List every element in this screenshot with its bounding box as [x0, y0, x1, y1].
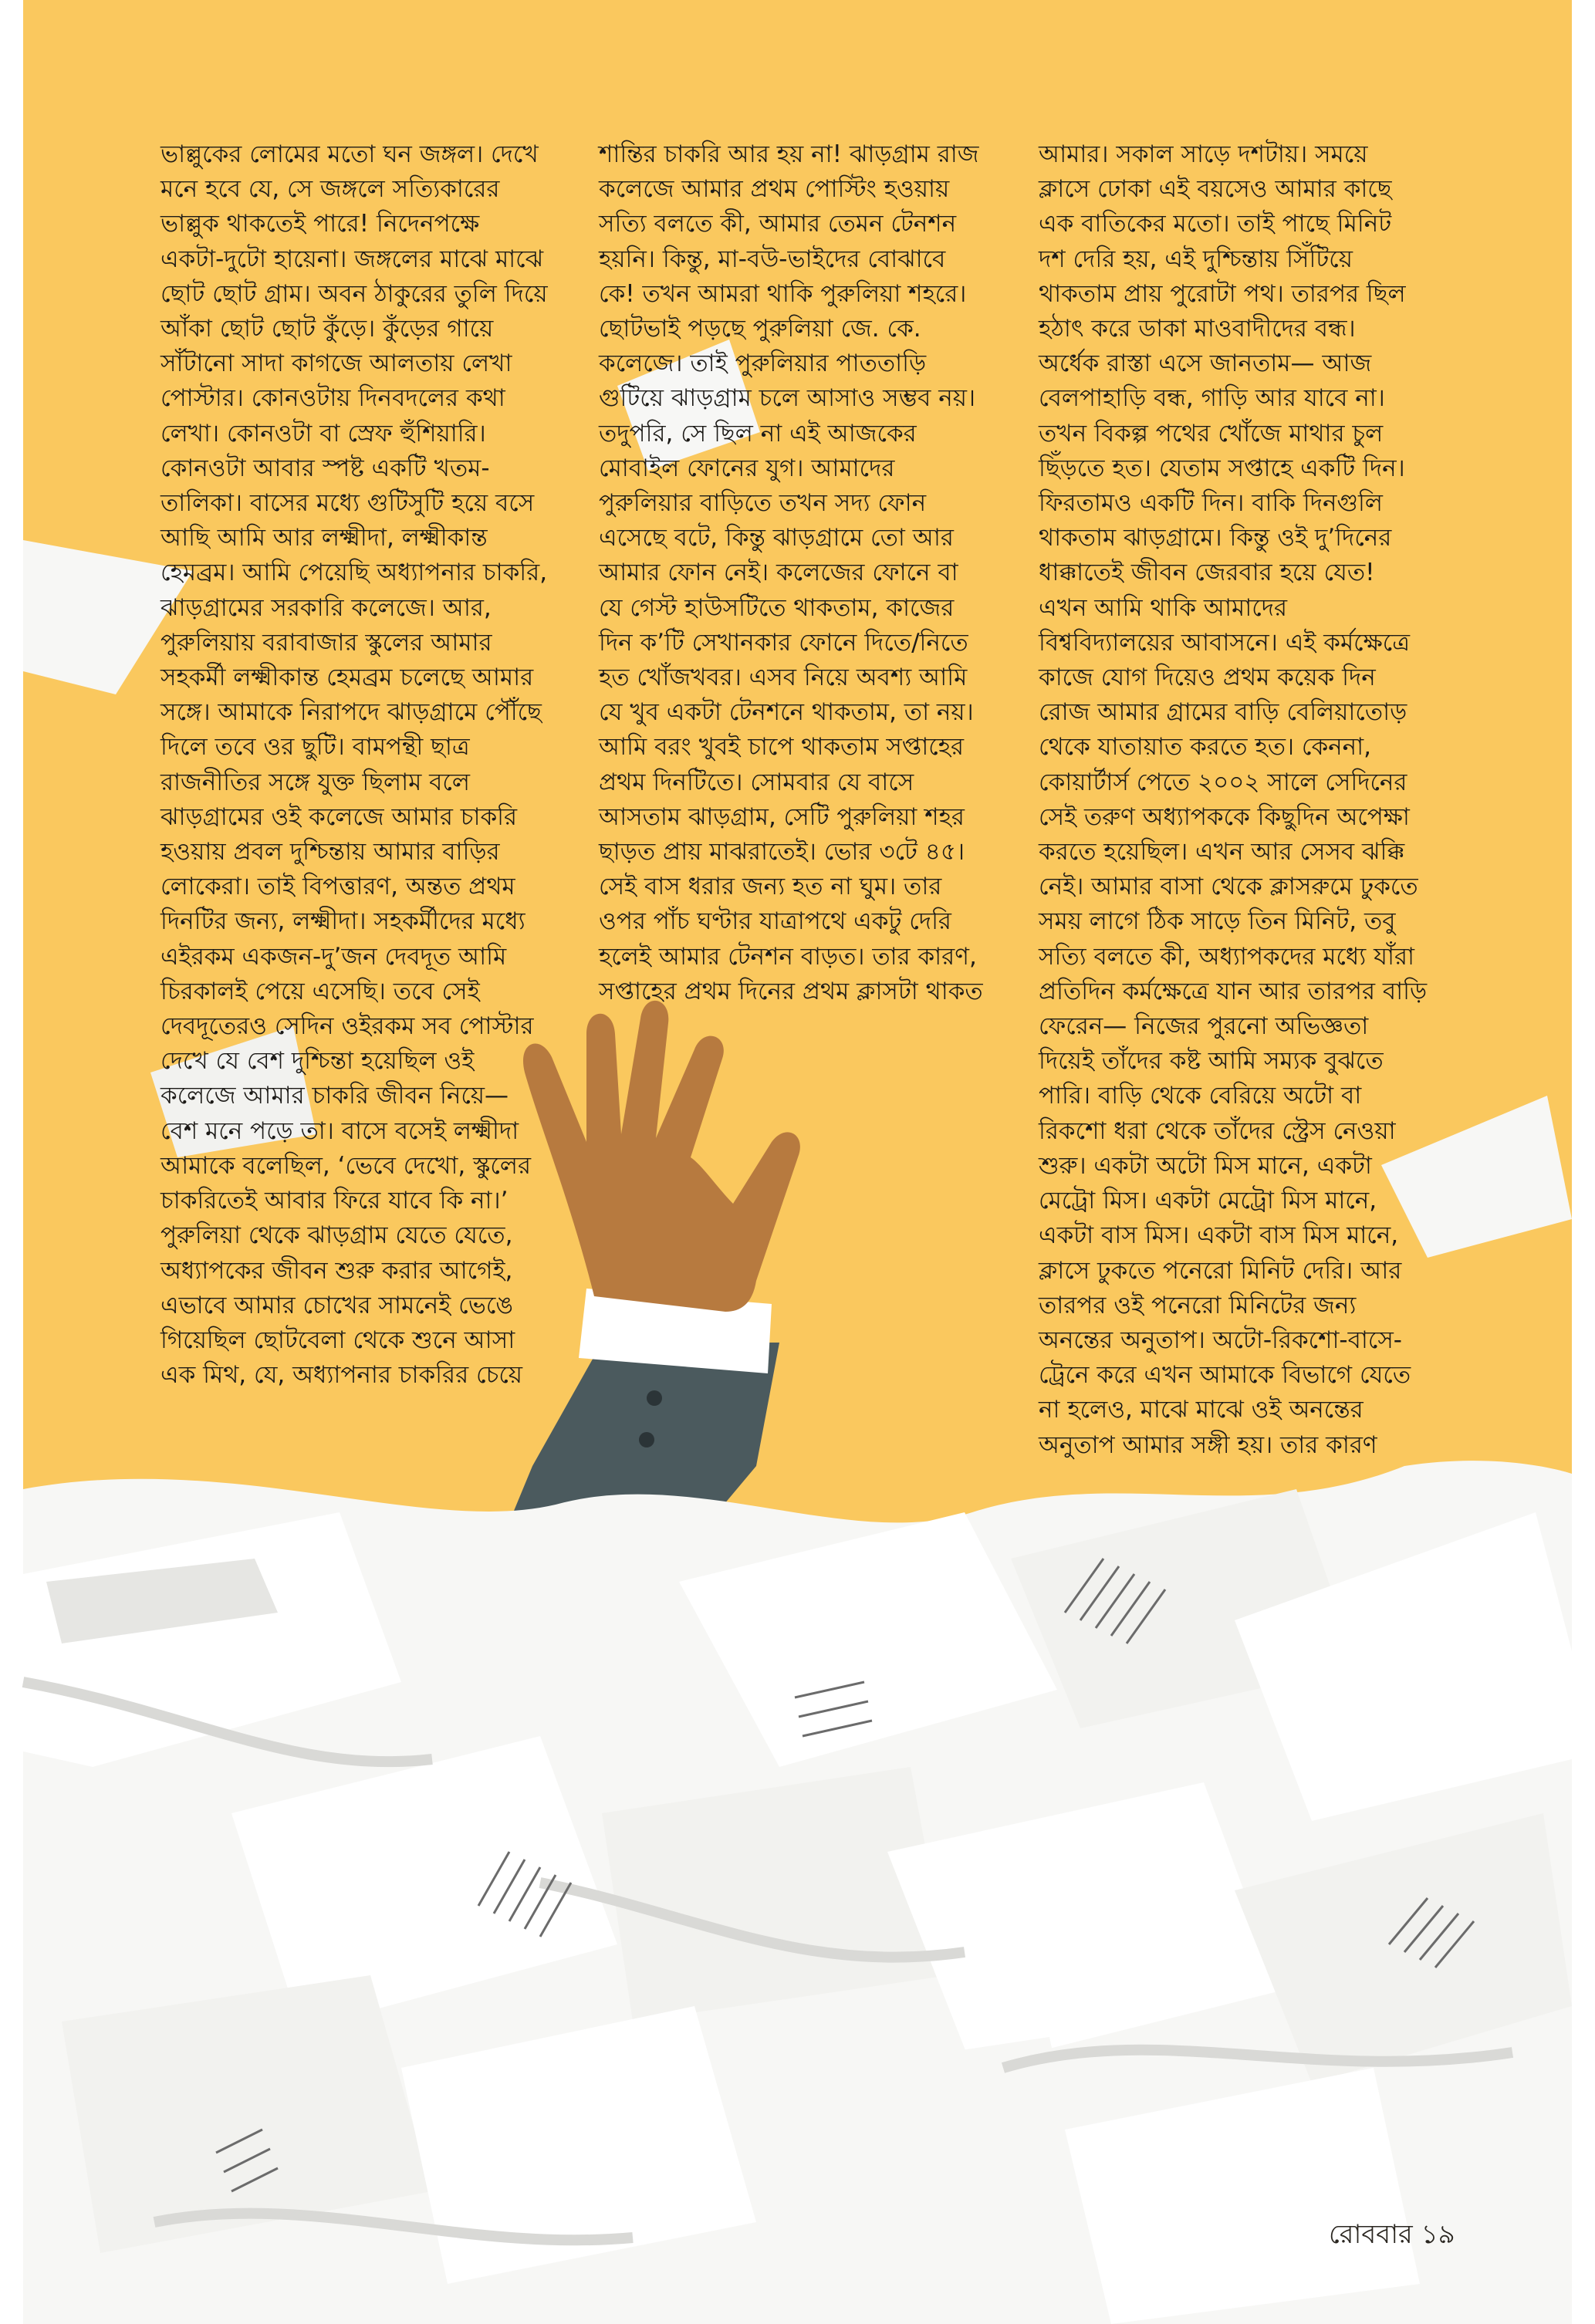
- article-column-2: শান্তির চাকরি আর হয় না! ঝাড়গ্রাম রাজ কলেজে আমার প্রথম পোস্টিং হওয়ায় সত্যি বলতে কী, আমার তেমন টেনশন হয়নি। কিন্তু, মা-বউ-ভাইদের বোঝাবে কে! তখন আমরা থাকি পুরুলিয়া শহরে। ছোটভাই পড়ছে পুরুলিয়া জে. কে. কলেজে। তাই পুরুলিয়ার পাততাড়ি গুটিয়ে ঝাড়গ্রাম চলে আসাও সম্ভব নয়। তদুপরি, সে ছিল না এই আজকের মোবাইল ফোনের যুগ। আমাদের পুরুলিয়ার বাড়িতে তখন সদ্য ফোন এসেছে বটে, কিন্তু ঝাড়গ্রামে তো আর আমার ফোন নেই। কলেজের ফোনে বা যে গেস্ট হাউসটিতে থাকতাম, কাজের দিন ক’টি সেখানকার ফোনে দিতে/নিতে হত খোঁজখবর। এসব নিয়ে অবশ্য আমি যে খুব একটা টেনশনে থাকতাম, তা নয়। আমি বরং খুবই চাপে থাকতাম সপ্তাহের প্রথম দিনটিতে। সোমবার যে বাসে আসতাম ঝাড়গ্রাম, সেটি পুরুলিয়া শহর ছাড়ত প্রায় মাঝরাতেই। ভোর ৩টে ৪৫। সেই বাস ধরার জন্য হত না ঘুম। তার ওপর পাঁচ ঘণ্টার যাত্রাপথে একটু দেরি হলেই আমার টেনশন বাড়ত। তার কারণ, সপ্তাহের প্রথম দিনের প্রথম ক্লাসটা থাকত: [599, 140, 983, 1005]
- article-column-1: ভাল্লুকের লোমের মতো ঘন জঙ্গল। দেখে মনে হবে যে, সে জঙ্গলে সত্যিকারের ভাল্লুক থাকতেই পারে! নিদেনপক্ষে একটা-দুটো হায়েনা। জঙ্গলের মাঝে মাঝে ছোট ছোট গ্রাম। অবন ঠাকুরের তুলি দিয়ে আঁকা ছোট ছোট কুঁড়ে। কুঁড়ের গায়ে সাঁটানো সাদা কাগজে আলতায় লেখা পোস্টার। কোনওটায় দিনবদলের কথা লেখা। কোনওটা বা স্রেফ হুঁশিয়ারি। কোনওটা আবার স্পষ্ট একটি খতম- তালিকা। বাসের মধ্যে গুটিসুটি হয়ে বসে আছি আমি আর লক্ষ্মীদা, লক্ষ্মীকান্ত হেমব্রম। আমি পেয়েছি অধ্যাপনার চাকরি, ঝাড়গ্রামের সরকারি কলেজে। আর, পুরুলিয়ায় বরাবাজার স্কুলের আমার সহকর্মী লক্ষ্মীকান্ত হেমব্রম চলেছে আমার সঙ্গে। আমাকে নিরাপদে ঝাড়গ্রামে পৌঁছে দিলে তবে ওর ছুটি। বামপন্থী ছাত্র রাজনীতির সঙ্গে যুক্ত ছিলাম বলে ঝাড়গ্রামের ওই কলেজে আমার চাকরি হওয়ায় প্রবল দুশ্চিন্তায় আমার বাড়ির লোকেরা। তাই বিপত্তারণ, অন্তত প্রথম দিনটির জন্য, লক্ষ্মীদা। সহকর্মীদের মধ্যে এইরকম একজন-দু’জন দেবদূত আমি চিরকালই পেয়ে এসেছি। তবে সেই দেবদূতেরও সেদিন ওইরকম সব পোস্টার দেখে যে বেশ দুশ্চিন্তা হয়েছিল ওই কলেজে আমার চাকরি জীবন নিয়ে— বেশ মনে পড়ে তা। বাসে বসেই লক্ষ্মীদা আমাকে বলেছিল, ‘ভেবে দেখো, স্কুলের চাকরিতেই আবার ফিরে যাবে কি না।’ পুরুলিয়া থেকে ঝাড়গ্রাম যেতে যেতে, অধ্যাপকের জীবন শুরু করার আগেই, এভাবে আমার চোখের সামনেই ভেঙে গিয়েছিল ছোটবেলা থেকে শুনে আসা এক মিথ, যে, অধ্যাপনার চাকরির চেয়ে: [161, 140, 548, 1390]
- article-column-3: আমার। সকাল সাড়ে দশটায়। সময়ে ক্লাসে ঢোকা এই বয়সেও আমার কাছে এক বাতিকের মতো। তাই পাছে মিনিট দশ দেরি হয়, এই দুশ্চিন্তায় সিঁটিয়ে থাকতাম প্রায় পুরোটা পথ। তারপর ছিল হঠাৎ করে ডাকা মাওবাদীদের বন্ধ। অর্ধেক রাস্তা এসে জানতাম— আজ বেলপাহাড়ি বন্ধ, গাড়ি আর যাবে না। তখন বিকল্প পথের খোঁজে মাথার চুল ছিঁড়তে হত। যেতাম সপ্তাহে একটি দিন। ফিরতামও একটি দিন। বাকি দিনগুলি থাকতাম ঝাড়গ্রামে। কিন্তু ওই দু’দিনের ধাক্কাতেই জীবন জেরবার হয়ে যেত! এখন আমি থাকি আমাদের বিশ্ববিদ্যালয়ের আবাসনে। এই কর্মক্ষেত্রে কাজে যোগ দিয়েও প্রথম কয়েক দিন রোজ আমার গ্রামের বাড়ি বেলিয়াতোড় থেকে যাতায়াত করতে হত। কেননা, কোয়ার্টার্স পেতে ২০০২ সালে সেদিনের সেই তরুণ অধ্যাপককে কিছুদিন অপেক্ষা করতে হয়েছিল। এখন আর সেসব ঝক্কি নেই। আমার বাসা থেকে ক্লাসরুমে ঢুকতে সময় লাগে ঠিক সাড়ে তিন মিনিট, তবু সত্যি বলতে কী, অধ্যাপকদের মধ্যে যাঁরা প্রতিদিন কর্মক্ষেত্রে যান আর তারপর বাড়ি ফেরেন— নিজের পুরনো অভিজ্ঞতা দিয়েই তাঁদের কষ্ট আমি সম্যক বুঝতে পারি। বাড়ি থেকে বেরিয়ে অটো বা রিকশো ধরা থেকে তাঁদের স্ট্রেস নেওয়া শুরু। একটা অটো মিস মানে, একটা মেট্রো মিস। একটা মেট্রো মিস মানে, একটা বাস মিস। একটা বাস মিস মানে, ক্লাসে ঢুকতে পনেরো মিনিট দেরি। আর তারপর ওই পনেরো মিনিটের জন্য অনন্তের অনুতাপ। অটো-রিকশো-বাসে- ট্রেনে করে এখন আমাকে বিভাগে যেতে না হলেও, মাঝে মাঝে ওই অনন্তের অনুতাপ আমার সঙ্গী হয়। তার কারণ: [1039, 140, 1428, 1459]
- page-footer-label: রোববার ১৯: [1329, 2219, 1455, 2250]
- paper-pile: [23, 1461, 1572, 2324]
